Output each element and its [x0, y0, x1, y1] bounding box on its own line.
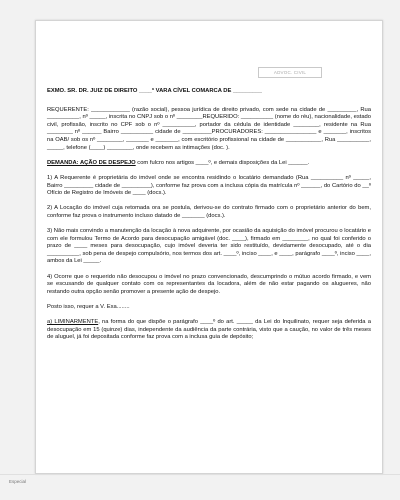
- injunction-text: , na forma do que dispõe o parágrafo ____º do art. _____ da Lei do Inquilinato, requer seja deferida a desocupação em 15 (quinze) dias, independente da audiência da parte contrária, visto que a caução, no valor de três meses de aluguel, já foi depositada conforme faz prova com a inclusa guia de depósito;: [47, 319, 371, 341]
- paragraph-2: 2) A Locação do imóvel cuja retomada ora se postula, derivou-se do contrato firmado com o proprietário anterior do bem, conforme faz prova o instrumento incluso datado de _______ (docs.).: [47, 205, 371, 219]
- injunction-paragraph: [47, 319, 371, 342]
- footer-divider: [0, 474, 400, 475]
- paragraph-3: 3) Não mais convindo a manutenção da locação à nova adquirente, por ocasião da aquisição do imóvel procurou o locatário e com ele formulou Termo de Acordo para desocupação amigável (doc. ____), firmado em ________, no qual foi conferido o prazo de ____ meses para desocupação, cujo imóvel deveria ter sido restituído, devidamente desocupado, até o dia __________, sob pena de despejo compulsório, nos termos dos art. ____º, inciso ____, e ____, parágrafo ____º, inciso ____, ambos da Lei _____.: [47, 228, 371, 265]
- demand-paragraph: [47, 160, 371, 168]
- demand-label: DEMANDA: AÇÃO DE DESPEJO: [47, 159, 136, 166]
- document-stamp: ADVOC. CIVIL: [258, 67, 322, 78]
- parties-qualification: REQUERENTE: ____________ (razão social), pessoa jurídica de direito privado, com sede na cidade de _________, Rua __________, nº _____, inscrita no CNPJ sob o nº ________REQUERIDO: __________ (nome do réu), nacionalidade, estado civil, profissão, inscrito no CPF sob o nº __________, portador da cédula de identidade ________, residente na Rua ________ nº ______ Bairro __________ cidade de _________PROCURADORES: ________________ e _______, inscritos na OAB/ sob os nº ________, _______ e _______, com escritório profissional na cidade de ___________, Rua __________, _____, telefone (____) ________, onde recebem as intimações (doc. ).: [47, 106, 371, 151]
- document-page: [35, 20, 383, 474]
- court-heading: EXMO. SR. DR. JUIZ DE DIREITO ____ª VARA CÍVEL COMARCA DE _________: [47, 88, 262, 94]
- demand-text: com fulcro nos artigos ____º, e demais disposições da Lei ______.: [135, 159, 310, 166]
- request-intro: Posto isso, requer a V. Exa........: [47, 304, 130, 311]
- footer-label: Especial: [9, 479, 27, 484]
- paragraph-4: 4) Ocorre que o requerido não desocupou o imóvel no prazo convencionado, descumprindo o mútuo acordo firmado, e vem se escusando de qualquer contato com os representantes da locadora, além de não estar pagando os alugueres, não restando outra opção senão promover a presente ação de despejo.: [47, 273, 371, 295]
- injunction-label: a) LIMINARMENTE: [47, 319, 99, 326]
- paragraph-1: 1) A Requerente é proprietária do imóvel onde se encontra residindo o locatário demandado (Rua __________ nº _____, Bairro _________ cidade de _________), conforme faz prova com a inclusa cópia da matrícula nº ______, do Cartório do __º Ofício de Registro de Imóveis de ____ (docs.).: [47, 174, 371, 197]
- document-body: [47, 88, 371, 350]
